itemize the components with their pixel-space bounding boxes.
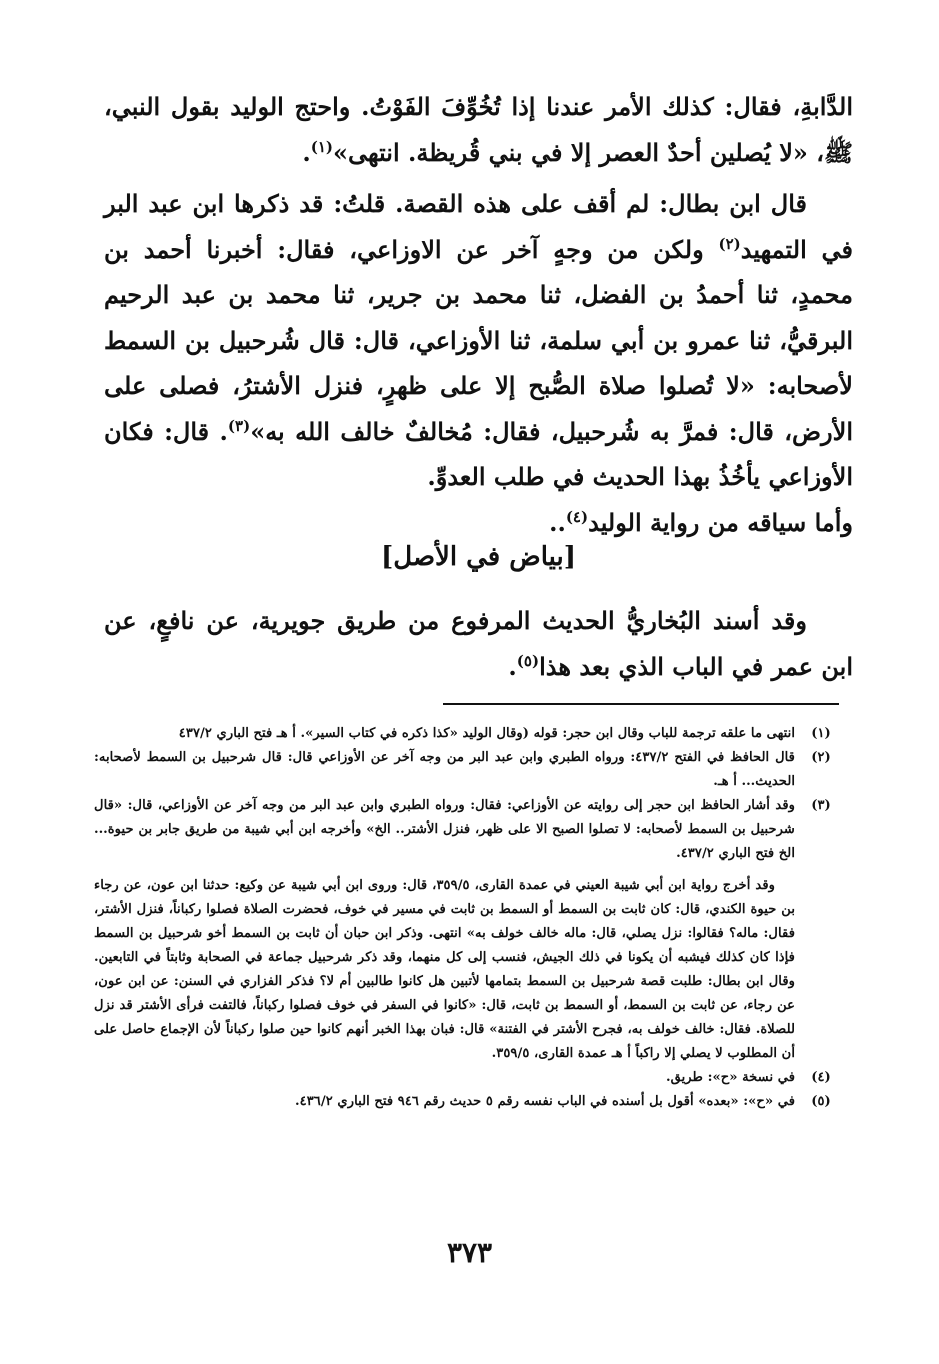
footnote-ref-1[interactable]: (١)	[310, 137, 333, 156]
page-number: ٣٧٣	[446, 1236, 493, 1269]
footnote-ref-3[interactable]: (٣)	[227, 416, 251, 435]
footnote-text: وقد أشار الحافظ ابن حجر إلى روايته عن الأوزاعي: فقال: ورواه الطبري وابن عبد البر من وجه آخر عن الأوزاعي، قال: «قال شرحبيل بن السمط لأصحابه: لا تصلوا الصبح الا على ظهر، فنزل الأشتر.. الخ» وأخرجه ابن أبي شيبة من طريق جابر بن حيوة... الخ فتح الباري ٤٣٧/٢.	[94, 798, 795, 861]
footnote-text: انتهى ما علقه ترجمة للباب وقال ابن حجر: قوله (وقال الوليد «كذا ذكره في كتاب السير». أ هـ فتح الباري ٤٣٧/٢	[178, 726, 795, 741]
footnote-number: (٢)	[811, 750, 831, 765]
footnote-3-continued	[94, 874, 847, 1066]
paragraph-3: وأما سياقه من رواية الوليد$^{(٤)}$..	[549, 507, 853, 537]
footnote-divider	[443, 703, 839, 705]
footnote-3	[94, 794, 847, 866]
footnote-number: (١)	[811, 726, 831, 741]
main-text-continued	[104, 598, 853, 689]
paragraph-1: الدَّابةِ، فقال: كذلك الأمر عندنا إذا تُخُوِّفَ الفَوْتُ. واحتج الوليد بقول النبي، ﷺ، «لا يُصلين أحدٌ العصر إلا في بني قُريظة. انتهى»$^{(١)}$.	[104, 92, 853, 167]
footnote-text: قال الحافظ في الفتح ٤٣٧/٢: ورواه الطبري وابن عبد البر من وجه آخر عن الأوزاعي قال: قال شرحبيل بن السمط لأصحابه: الحديث... أ هـ.	[94, 750, 795, 789]
footnote-4	[94, 1066, 847, 1090]
footnote-text: في نسخة «ح»: طريق.	[666, 1070, 795, 1085]
footnote-2	[94, 746, 847, 794]
paragraph-4: وقد أسند البُخاريُّ الحديث المرفوع من طريق جويرية، عن نافعٍ، عن ابن عمر في الباب الذي بعد هذا$^{(٥)}$.	[104, 606, 853, 681]
footnotes	[94, 722, 847, 1114]
footnote-text: وقد أخرج رواية ابن أبي شيبة العيني في عمدة القارى، ٣٥٩/٥، قال: وروى ابن أبي شيبة عن وكيع: حدثنا ابن عون، عن رجاء بن حيوة الكندي، قال: كان ثابت بن السمط أو السمط بن ثابت في مسير في خوف، فحضرت الصلاة فصلوا ركباناً، فنزل الأشتر، فقال: ماله؟ فقالوا: نزل يصلي، قال: ماله خالف خولف به» انتهى. وذكر ابن حبان أن ثابت بن السمط أخو شرحبيل بن السمط فإذا كان كذلك فيشبه أن يكونا في ذلك الجيش، فنسب إلى كل منهما، وقد ذكر شرحبيل جماعة في الصحابة وثابتاً في التابعين. وقال ابن بطال: طلبت قصة شرحبيل بن السمط بتمامها لأتبين هل كانوا طالبين أم لا؟ فذكر الفزاري في السنن: عن ابن عون، عن رجاء، عن ثابت بن السمط، أو السمط بن ثابت، قال: «كانوا في السفر في خوف فصلوا ركباناً، فالتفت فرأى الأشتر قد نزل للصلاة. فقال: خالف خولف به، فجرح الأشتر في الفتنة» قال: فبان بهذا الخبر أنهم كانوا حين صلوا ركباناً لأن الإجماع حاصل على أن المطلوب لا يصلي إلا راكباً أ هـ عمدة القارى، ٣٥٩/٥.	[94, 878, 795, 1061]
footnote-ref-2[interactable]: (٢)	[718, 234, 741, 253]
footnote-text: في «ح»: «بعده» أقول بل أسنده في الباب نفسه رقم ٥ حديث رقم ٩٤٦ فتح الباري ٤٣٦/٢.	[295, 1094, 795, 1109]
footnote-ref-4[interactable]: (٤)	[565, 507, 589, 526]
footnote-5	[94, 1090, 847, 1114]
paragraph-2: قال ابن بطال: لم أقف على هذه القصة. قلتُ: قد ذكرها ابن عبد البر في التمهيد$^{(٢)}$ ولكن من وجهٍ آخر عن الاوزاعي، فقال: أخبرنا أحمد بن محمدٍ، ثنا أحمدُ بن الفضل، ثنا محمد بن جرير، ثنا محمد بن عبد الرحيم البرقيُّ، ثنا عمرو بن أبي سلمة، ثنا الأوزاعي، قال: قال شُرحبيل بن السمط لأصحابه: «لا تُصلوا صلاة الصُّبح إلا على ظهرٍ، فنزل الأشترُ، فصلى على الأرض، قال: فمرَّ به شُرحبيل، فقال: مُخالفٌ خالف الله به»$^{(٣)}$. قال: فكان الأوزاعي يأخُذُ بهذا الحديث في طلب العدوِّ.	[104, 189, 853, 491]
main-text	[104, 84, 853, 545]
footnote-number: (٤)	[811, 1070, 831, 1085]
section-heading: [بياض في الأصل]	[380, 542, 577, 572]
footnote-1	[94, 722, 847, 746]
footnote-number: (٥)	[811, 1094, 831, 1109]
footnote-ref-5[interactable]: (٥)	[516, 651, 540, 670]
footnote-number: (٣)	[811, 798, 831, 813]
